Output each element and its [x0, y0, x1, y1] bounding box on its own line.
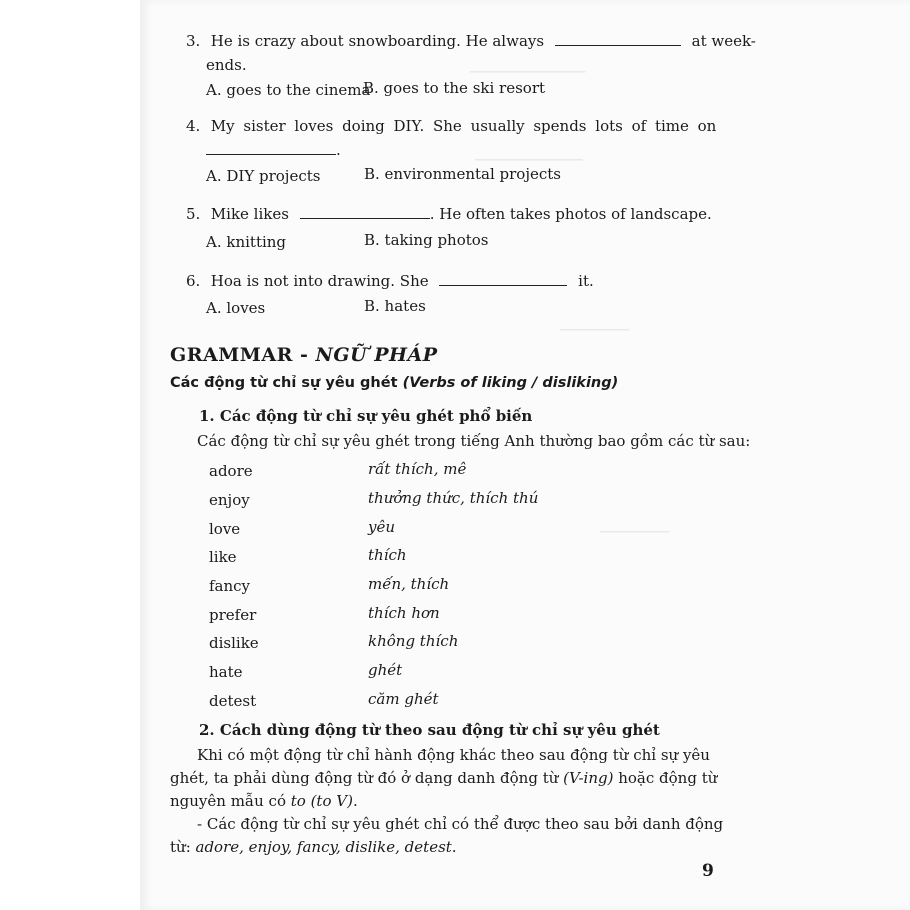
- show-through-text: ▁▁▁▁▁▁▁▁▁: [560, 320, 630, 331]
- verb-vi: rất thích, mê: [368, 460, 467, 478]
- section-2-paragraph-1: Khi có một động từ chỉ hành động khác theo sau động từ chỉ sự yêu ghét, ta phải dùng động từ đó ở dạng danh động từ (V-ing) hoặc động từ nguyên mẫu có to (to V).: [170, 746, 718, 810]
- verb-vi: mến, thích: [368, 575, 450, 593]
- answer-blank[interactable]: [439, 273, 567, 286]
- verb-vi: thích: [368, 546, 407, 564]
- question-3-continuation: ends.: [206, 56, 247, 74]
- option-b[interactable]: B. environmental projects: [364, 165, 561, 183]
- section-1-title: 1. Các động từ chỉ sự yêu ghét phổ biến: [199, 407, 533, 425]
- option-b[interactable]: B. hates: [364, 297, 426, 315]
- grammar-subheading: Các động từ chỉ sự yêu ghét (Verbs of liking / disliking): [170, 375, 619, 391]
- verb-en: like: [209, 548, 237, 566]
- question-4: [186, 117, 716, 135]
- question-text-after: at week-: [691, 32, 756, 50]
- verb-vi: thích hơn: [368, 604, 440, 622]
- question-number: 4.: [186, 117, 201, 135]
- answer-blank[interactable]: [206, 142, 336, 155]
- verb-en: dislike: [209, 634, 259, 652]
- grammar-heading: GRAMMAR - NGỮ PHÁP: [170, 344, 438, 366]
- verb-en: fancy: [209, 577, 251, 595]
- question-number: 3.: [186, 32, 201, 50]
- verb-vi: thưởng thức, thích thú: [368, 489, 539, 507]
- verb-vi: ghét: [368, 661, 403, 679]
- verb-en: adore: [209, 462, 253, 480]
- question-number: 6.: [186, 272, 201, 290]
- option-b[interactable]: B. taking photos: [364, 231, 489, 249]
- answer-blank[interactable]: [300, 206, 430, 219]
- question-text: Hoa is not into drawing. She: [210, 272, 429, 290]
- answer-blank[interactable]: [555, 33, 681, 46]
- option-b[interactable]: B. goes to the ski resort: [363, 79, 546, 97]
- question-text-after: it.: [578, 272, 594, 290]
- question-4-blank-line: .: [206, 141, 341, 159]
- show-through-text: ▁▁▁▁▁▁▁▁▁: [600, 522, 670, 533]
- verb-en: detest: [209, 692, 257, 710]
- section-1-intro: Các động từ chỉ sự yêu ghét trong tiếng Anh thường bao gồm các từ sau:: [197, 432, 751, 450]
- question-5: [186, 205, 712, 223]
- option-a[interactable]: A. loves: [206, 299, 266, 317]
- show-through-text: ▁▁▁▁▁▁▁▁▁▁▁▁▁▁▁: [470, 62, 586, 73]
- option-a[interactable]: A. DIY projects: [206, 167, 321, 185]
- question-text: He is crazy about snowboarding. He always: [210, 32, 545, 50]
- option-a[interactable]: A. knitting: [206, 233, 287, 251]
- verb-vi: không thích: [368, 632, 459, 650]
- verb-en: hate: [209, 663, 243, 681]
- question-6: [186, 272, 594, 290]
- question-number: 5.: [186, 205, 201, 223]
- question-3: [186, 32, 756, 50]
- verb-vi: yêu: [368, 518, 396, 536]
- section-2-title: 2. Cách dùng động từ theo sau động từ chỉ sự yêu ghét: [199, 721, 660, 739]
- verb-en: love: [209, 520, 241, 538]
- verb-vi: căm ghét: [368, 690, 439, 708]
- question-text-after: . He often takes photos of landscape.: [429, 205, 712, 223]
- question-text: My sister loves doing DIY. She usually spends lots of time on: [210, 117, 717, 135]
- option-a[interactable]: A. goes to the cinema: [206, 81, 371, 99]
- question-text: Mike likes: [210, 205, 289, 223]
- section-2-paragraph-2: - Các động từ chỉ sự yêu ghét chỉ có thể được theo sau bởi danh động từ: adore, enjoy, fancy, dislike, detest.: [170, 815, 724, 856]
- verb-en: prefer: [209, 606, 257, 624]
- show-through-text: ▁▁▁▁▁▁▁▁▁▁▁▁▁▁: [475, 150, 583, 161]
- page-number: 9: [702, 861, 714, 881]
- verb-en: enjoy: [209, 491, 250, 509]
